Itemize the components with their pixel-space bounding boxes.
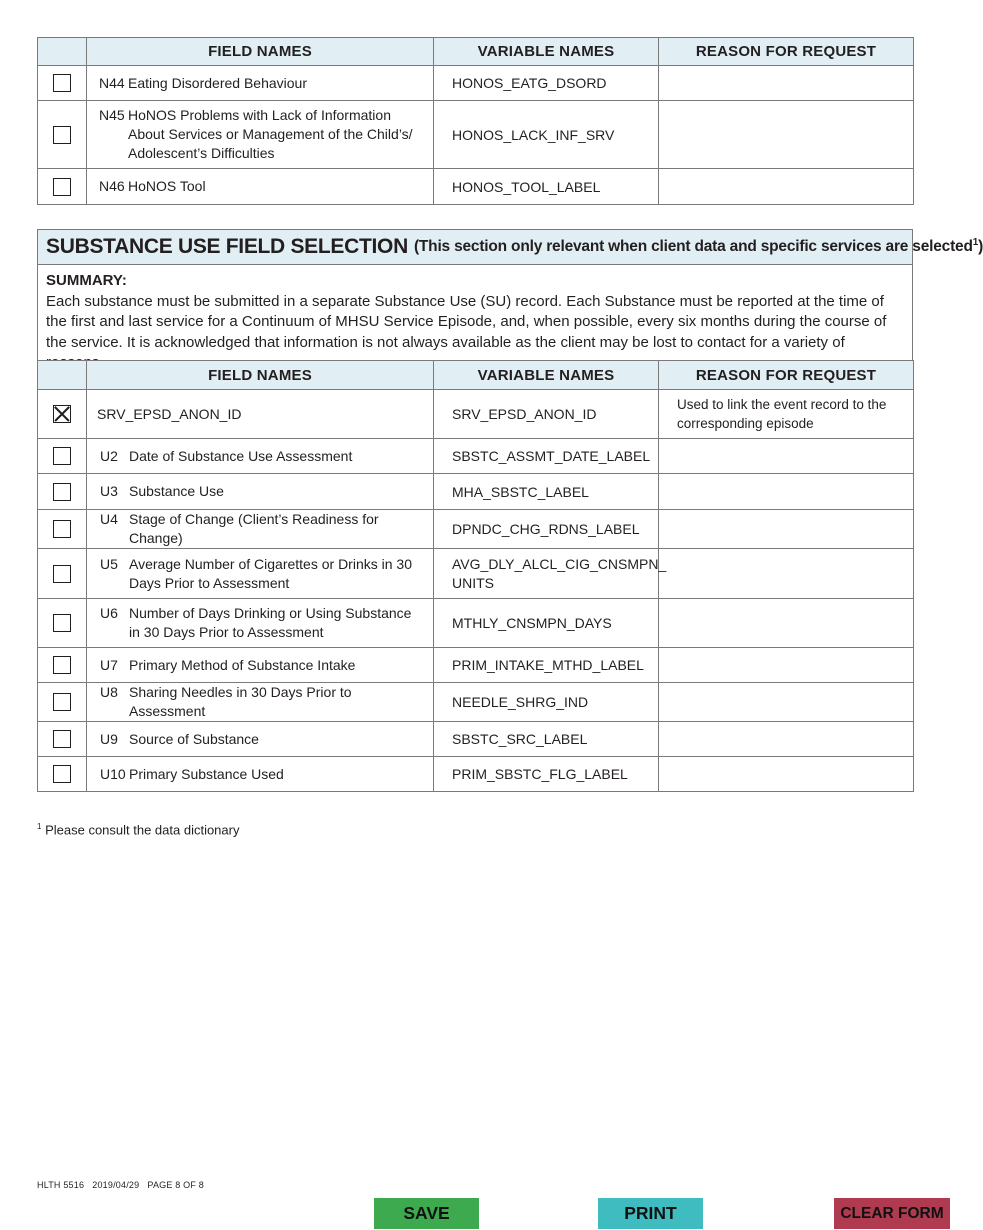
table-row [38,439,914,474]
table-row [38,390,914,439]
reason-for-request-input[interactable] [659,599,914,648]
field-code: U8 [100,684,118,700]
reason-for-request-input[interactable] [659,474,914,510]
variable-name: HONOS_EATG_DSORD [434,66,659,101]
reason-for-request-input[interactable] [659,722,914,757]
table-row [38,169,914,205]
variable-name: PRIM_INTAKE_MTHD_LABEL [434,648,659,683]
variable-name: NEEDLE_SHRG_IND [434,683,659,722]
header-reason-for-request: REASON FOR REQUEST [659,38,914,66]
field-name: Sharing Needles in 30 Days Prior to Assessment [129,684,352,719]
field-name: Source of Substance [129,730,259,747]
row-checkbox[interactable] [53,483,71,501]
print-button[interactable]: PRINT [598,1198,703,1229]
clear-form-button[interactable]: CLEAR FORM [834,1198,950,1229]
variable-name: HONOS_TOOL_LABEL [434,169,659,205]
field-code: U5 [100,555,118,572]
variable-name: MTHLY_CNSMPN_DAYS [434,599,659,648]
reason-for-request-input[interactable]: Used to link the event record to the corresponding episode [659,390,914,439]
variable-name: SBSTC_SRC_LABEL [434,722,659,757]
table-row [38,101,914,169]
row-checkbox[interactable] [53,520,71,538]
table-row [38,549,914,599]
variable-name: MHA_SBSTC_LABEL [434,474,659,510]
field-name: SRV_EPSD_ANON_ID [97,405,242,422]
table-row [38,683,914,722]
variable-name: SBSTC_ASSMT_DATE_LABEL [434,439,659,474]
field-name: Primary Method of Substance Intake [129,656,356,673]
substance-use-section [37,229,983,381]
header-variable-names: VARIABLE NAMES [434,361,659,390]
header-checkbox-col [38,361,87,390]
field-code: U10 [100,765,126,782]
row-checkbox[interactable] [53,565,71,583]
field-code: U7 [100,656,118,673]
table-row [38,648,914,683]
summary-text: Each substance must be submitted in a separate Substance Use (SU) record. Each Substance must be reported at the time of the first and last service for a Continuum of MHSU Service Episode, and, when possible, every six months during the course of the service. It is acknowledged that information is not always available as the client may be lost to contact for a variety of [46,292,887,351]
section-title [37,229,983,265]
row-checkbox[interactable] [53,765,71,783]
row-checkbox[interactable] [53,693,71,711]
header-checkbox-col [38,38,87,66]
variable-name: SRV_EPSD_ANON_ID [434,390,659,439]
reason-for-request-input[interactable] [659,510,914,549]
header-reason-for-request: REASON FOR REQUEST [659,361,914,390]
form-id: HLTH 5516 2019/04/29 PAGE 8 OF 8 [37,1180,204,1190]
field-code: U9 [100,730,118,747]
variable-name: AVG_DLY_ALCL_CIG_CNSMPN_ UNITS [434,549,659,599]
field-name: HoNOS Tool [128,178,206,194]
field-name: HoNOS Problems with Lack of Information About Services or Management of the Child’s/ Adolescent’s Difficulties [128,107,413,161]
reason-for-request-input[interactable] [659,549,914,599]
table-row [38,474,914,510]
summary-heading: SUMMARY: [46,272,127,289]
field-code: U2 [100,447,118,464]
field-code: N44 [99,74,125,91]
field-code: N46 [99,178,125,194]
header-variable-names: VARIABLE NAMES [434,38,659,66]
variable-name: DPNDC_CHG_RDNS_LABEL [434,510,659,549]
field-name: Average Number of Cigarettes or Drinks in 30 Days Prior to Assessment [129,555,412,591]
substance-use-fields-table [37,360,914,792]
row-checkbox[interactable] [53,126,71,144]
field-name: Primary Substance Used [129,765,284,782]
row-checkbox[interactable] [53,74,71,92]
table-header-row [38,38,914,66]
row-checkbox[interactable] [53,178,71,196]
reason-for-request-input[interactable] [659,439,914,474]
field-code: N45 [99,107,125,123]
table-row [38,757,914,792]
save-button[interactable]: SAVE [374,1198,479,1229]
header-field-names: FIELD NAMES [87,361,434,390]
variable-name: HONOS_LACK_INF_SRV [434,101,659,169]
reason-for-request-input[interactable] [659,683,914,722]
table-header-row [38,361,914,390]
reason-for-request-input[interactable] [659,101,914,169]
table-row [38,66,914,101]
field-name: Number of Days Drinking or Using Substance in 30 Days Prior to Assessment [129,605,412,640]
row-checkbox[interactable] [53,447,71,465]
row-checkbox[interactable] [53,730,71,748]
field-name: Eating Disordered Behaviour [128,74,307,91]
field-name: Stage of Change (Client’s Readiness for Change) [129,511,379,546]
footnote: $^1$ Please consult the data dictionary [37,822,240,838]
row-checkbox-checked[interactable] [53,405,71,423]
table-row [38,510,914,549]
reason-for-request-input[interactable] [659,757,914,792]
table-row [38,722,914,757]
variable-name: PRIM_SBSTC_FLG_LABEL [434,757,659,792]
reason-for-request-input[interactable] [659,169,914,205]
field-code: U3 [100,483,118,499]
field-code: U4 [100,511,118,527]
section-title-note: (This section only relevant when client data and specific services are selected$^1$) [413,237,983,256]
reason-for-request-input[interactable] [659,648,914,683]
section-title-main: SUBSTANCE USE FIELD SELECTION [46,235,408,258]
header-field-names: FIELD NAMES [87,38,434,66]
reason-for-request-input[interactable] [659,66,914,101]
field-name: Substance Use [129,483,224,499]
field-code: U6 [100,605,118,621]
row-checkbox[interactable] [53,614,71,632]
honos-fields-table [37,37,914,205]
row-checkbox[interactable] [53,656,71,674]
table-row [38,599,914,648]
field-name: Date of Substance Use Assessment [129,447,353,464]
